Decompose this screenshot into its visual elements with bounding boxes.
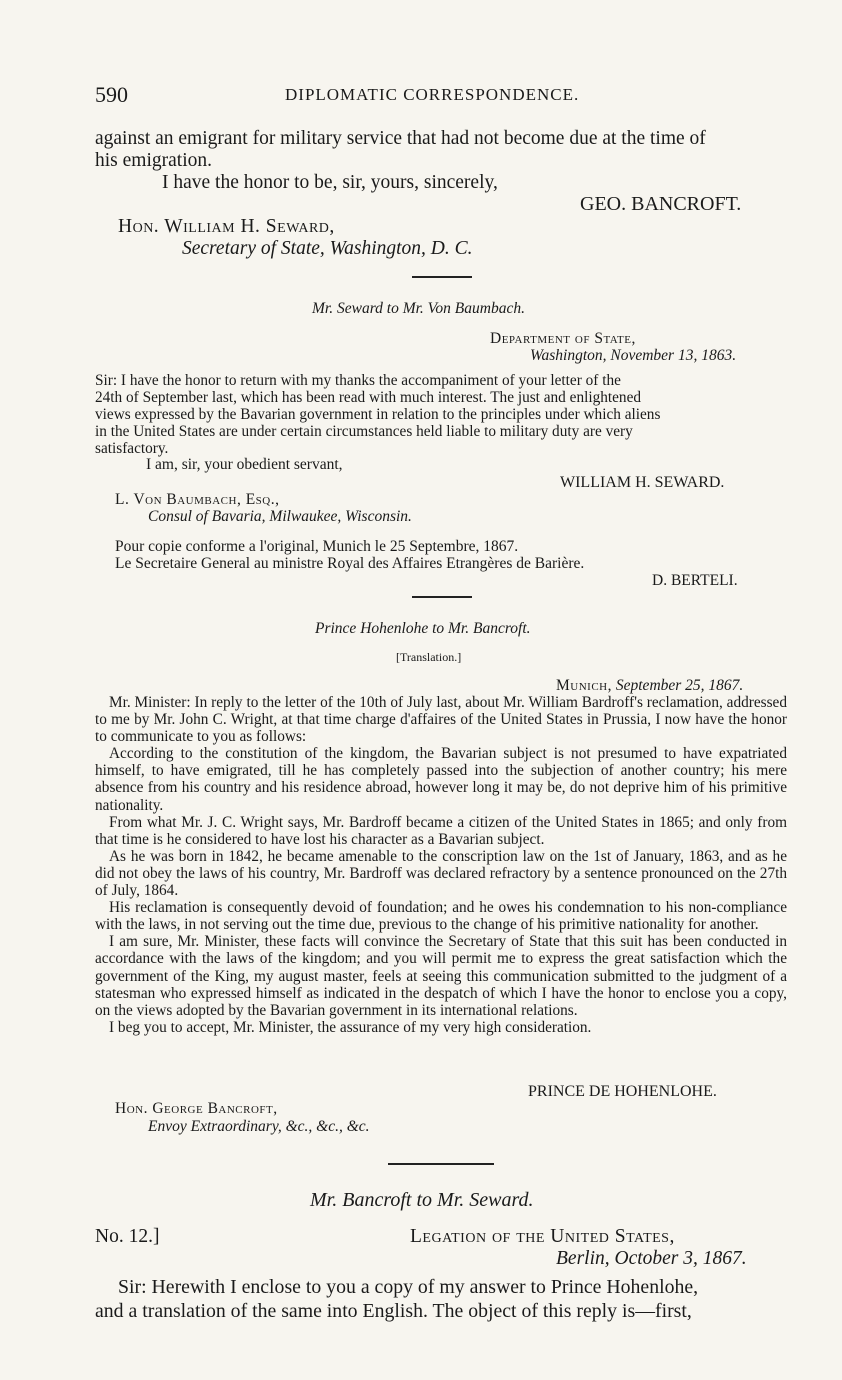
letter-heading: Mr. Bancroft to Mr. Seward. xyxy=(310,1189,534,1211)
addressee-name: Hon. George Bancroft, xyxy=(115,1100,278,1117)
translation-note: [Translation.] xyxy=(396,650,462,664)
certification-line: Le Secretaire General au ministre Royal des Affaires Etrangères de Barière. xyxy=(115,555,585,572)
addressee-title: Envoy Extraordinary, &c., &c., &c. xyxy=(148,1118,370,1135)
paragraph: Mr. Minister: In reply to the letter of the 10th of July last, about Mr. William Bardroff's reclamation, addressed to me by Mr. John C. Wright, at that time charge d'affaires of the United States in Prussia, I now have the honor to communicate to you as follows: xyxy=(95,694,787,746)
dateline xyxy=(556,677,743,695)
body-line: views expressed by the Bavarian government in relation to the principles under which aliens xyxy=(95,406,661,424)
section-divider xyxy=(412,276,472,278)
body-line: and a translation of the same into English. The object of this reply is—first, xyxy=(95,1300,692,1322)
paragraph: From what Mr. J. C. Wright says, Mr. Bardroff became a citizen of the United States in 1865; and only from that time is he considered to have lost his character as a Bavarian subject. xyxy=(95,813,787,848)
body-line: satisfactory. xyxy=(95,440,169,458)
paragraph: His reclamation is consequently devoid of foundation; and he owes his condemnation to his non-compliance with the laws, in not serving out the time due, previous to the change of his primitive nationality for another. xyxy=(95,899,787,934)
dateline: Washington, November 13, 1863. xyxy=(530,347,737,364)
body-line: against an emigrant for military service that had not become due at the time of xyxy=(95,128,706,149)
letter-heading: Mr. Seward to Mr. Von Baumbach. xyxy=(312,300,525,317)
signature: D. BERTELI. xyxy=(652,572,738,589)
letter-body xyxy=(95,372,787,457)
department-line: Department of State, xyxy=(490,330,636,347)
signature: PRINCE DE HOHENLOHE. xyxy=(528,1083,717,1100)
signature: GEO. BANCROFT. xyxy=(580,193,742,215)
running-title: DIPLOMATIC CORRESPONDENCE. xyxy=(285,85,580,104)
paragraph: I beg you to accept, Mr. Minister, the assurance of my very high consideration. xyxy=(109,1018,592,1036)
addressee-title: Consul of Bavaria, Milwaukee, Wisconsin. xyxy=(148,508,412,525)
paragraph: I am sure, Mr. Minister, these facts will convince the Secretary of State that this suit has been conducted in accordance with the laws of the kingdom; and you will permit me to express the great satisfaction which the government of the King, my august master, feels at seeing this communication submitted to the judgment of a statesman who expressed himself as indicated in the despatch of which I have the honor to enclose you a copy, on the views adopted by the Bavarian government in its international relations. xyxy=(95,933,787,1019)
despatch-number: No. 12.] xyxy=(95,1226,160,1247)
dateline-date: September 25, 1867. xyxy=(615,677,744,694)
body-line: Sir: Herewith I enclose to you a copy of my answer to Prince Hohenlohe, xyxy=(118,1276,699,1298)
legation-line: Legation of the United States, xyxy=(410,1226,675,1247)
certification-line: Pour copie conforme a l'original, Munich le 25 Septembre, 1867. xyxy=(115,538,519,555)
dateline: Berlin, October 3, 1867. xyxy=(556,1248,747,1269)
letter-body xyxy=(95,694,787,1036)
signature: WILLIAM H. SEWARD. xyxy=(560,474,725,491)
closing-line: I have the honor to be, sir, yours, sincerely, xyxy=(162,172,498,193)
body-line: Sir: I have the honor to return with my thanks the accompaniment of your letter of the xyxy=(95,372,621,389)
body-line: his emigration. xyxy=(95,150,212,171)
section-divider xyxy=(388,1163,494,1165)
addressee-name: Hon. William H. Seward, xyxy=(118,216,335,237)
paragraph: As he was born in 1842, he became amenable to the conscription law on the 1st of January, 1863, and as he did not obey the laws of his country, Mr. Bardroff was declared refractory by a sentence pronounced on the 27th of July, 1864. xyxy=(95,847,787,900)
closing-line: I am, sir, your obedient servant, xyxy=(146,456,343,473)
paragraph: According to the constitution of the kingdom, the Bavarian subject is not presumed to have expatriated himself, to have emigrated, till he has completely passed into the subjection of another country; his mere absence from his country and his residence abroad, however long it may be, do not deprive him of his primitive nationality. xyxy=(95,745,787,814)
body-line: in the United States are under certain circumstances held liable to military duty are very xyxy=(95,423,633,441)
addressee-name: L. Von Baumbach, Esq., xyxy=(115,491,280,508)
body-line: 24th of September last, which has been read with much interest. The just and enlightened xyxy=(95,389,642,407)
letter-heading: Prince Hohenlohe to Mr. Bancroft. xyxy=(315,620,531,637)
section-divider xyxy=(412,596,472,598)
addressee-title: Secretary of State, Washington, D. C. xyxy=(182,238,473,259)
dateline-place: Munich, xyxy=(556,677,612,694)
page-number: 590 xyxy=(95,82,128,107)
